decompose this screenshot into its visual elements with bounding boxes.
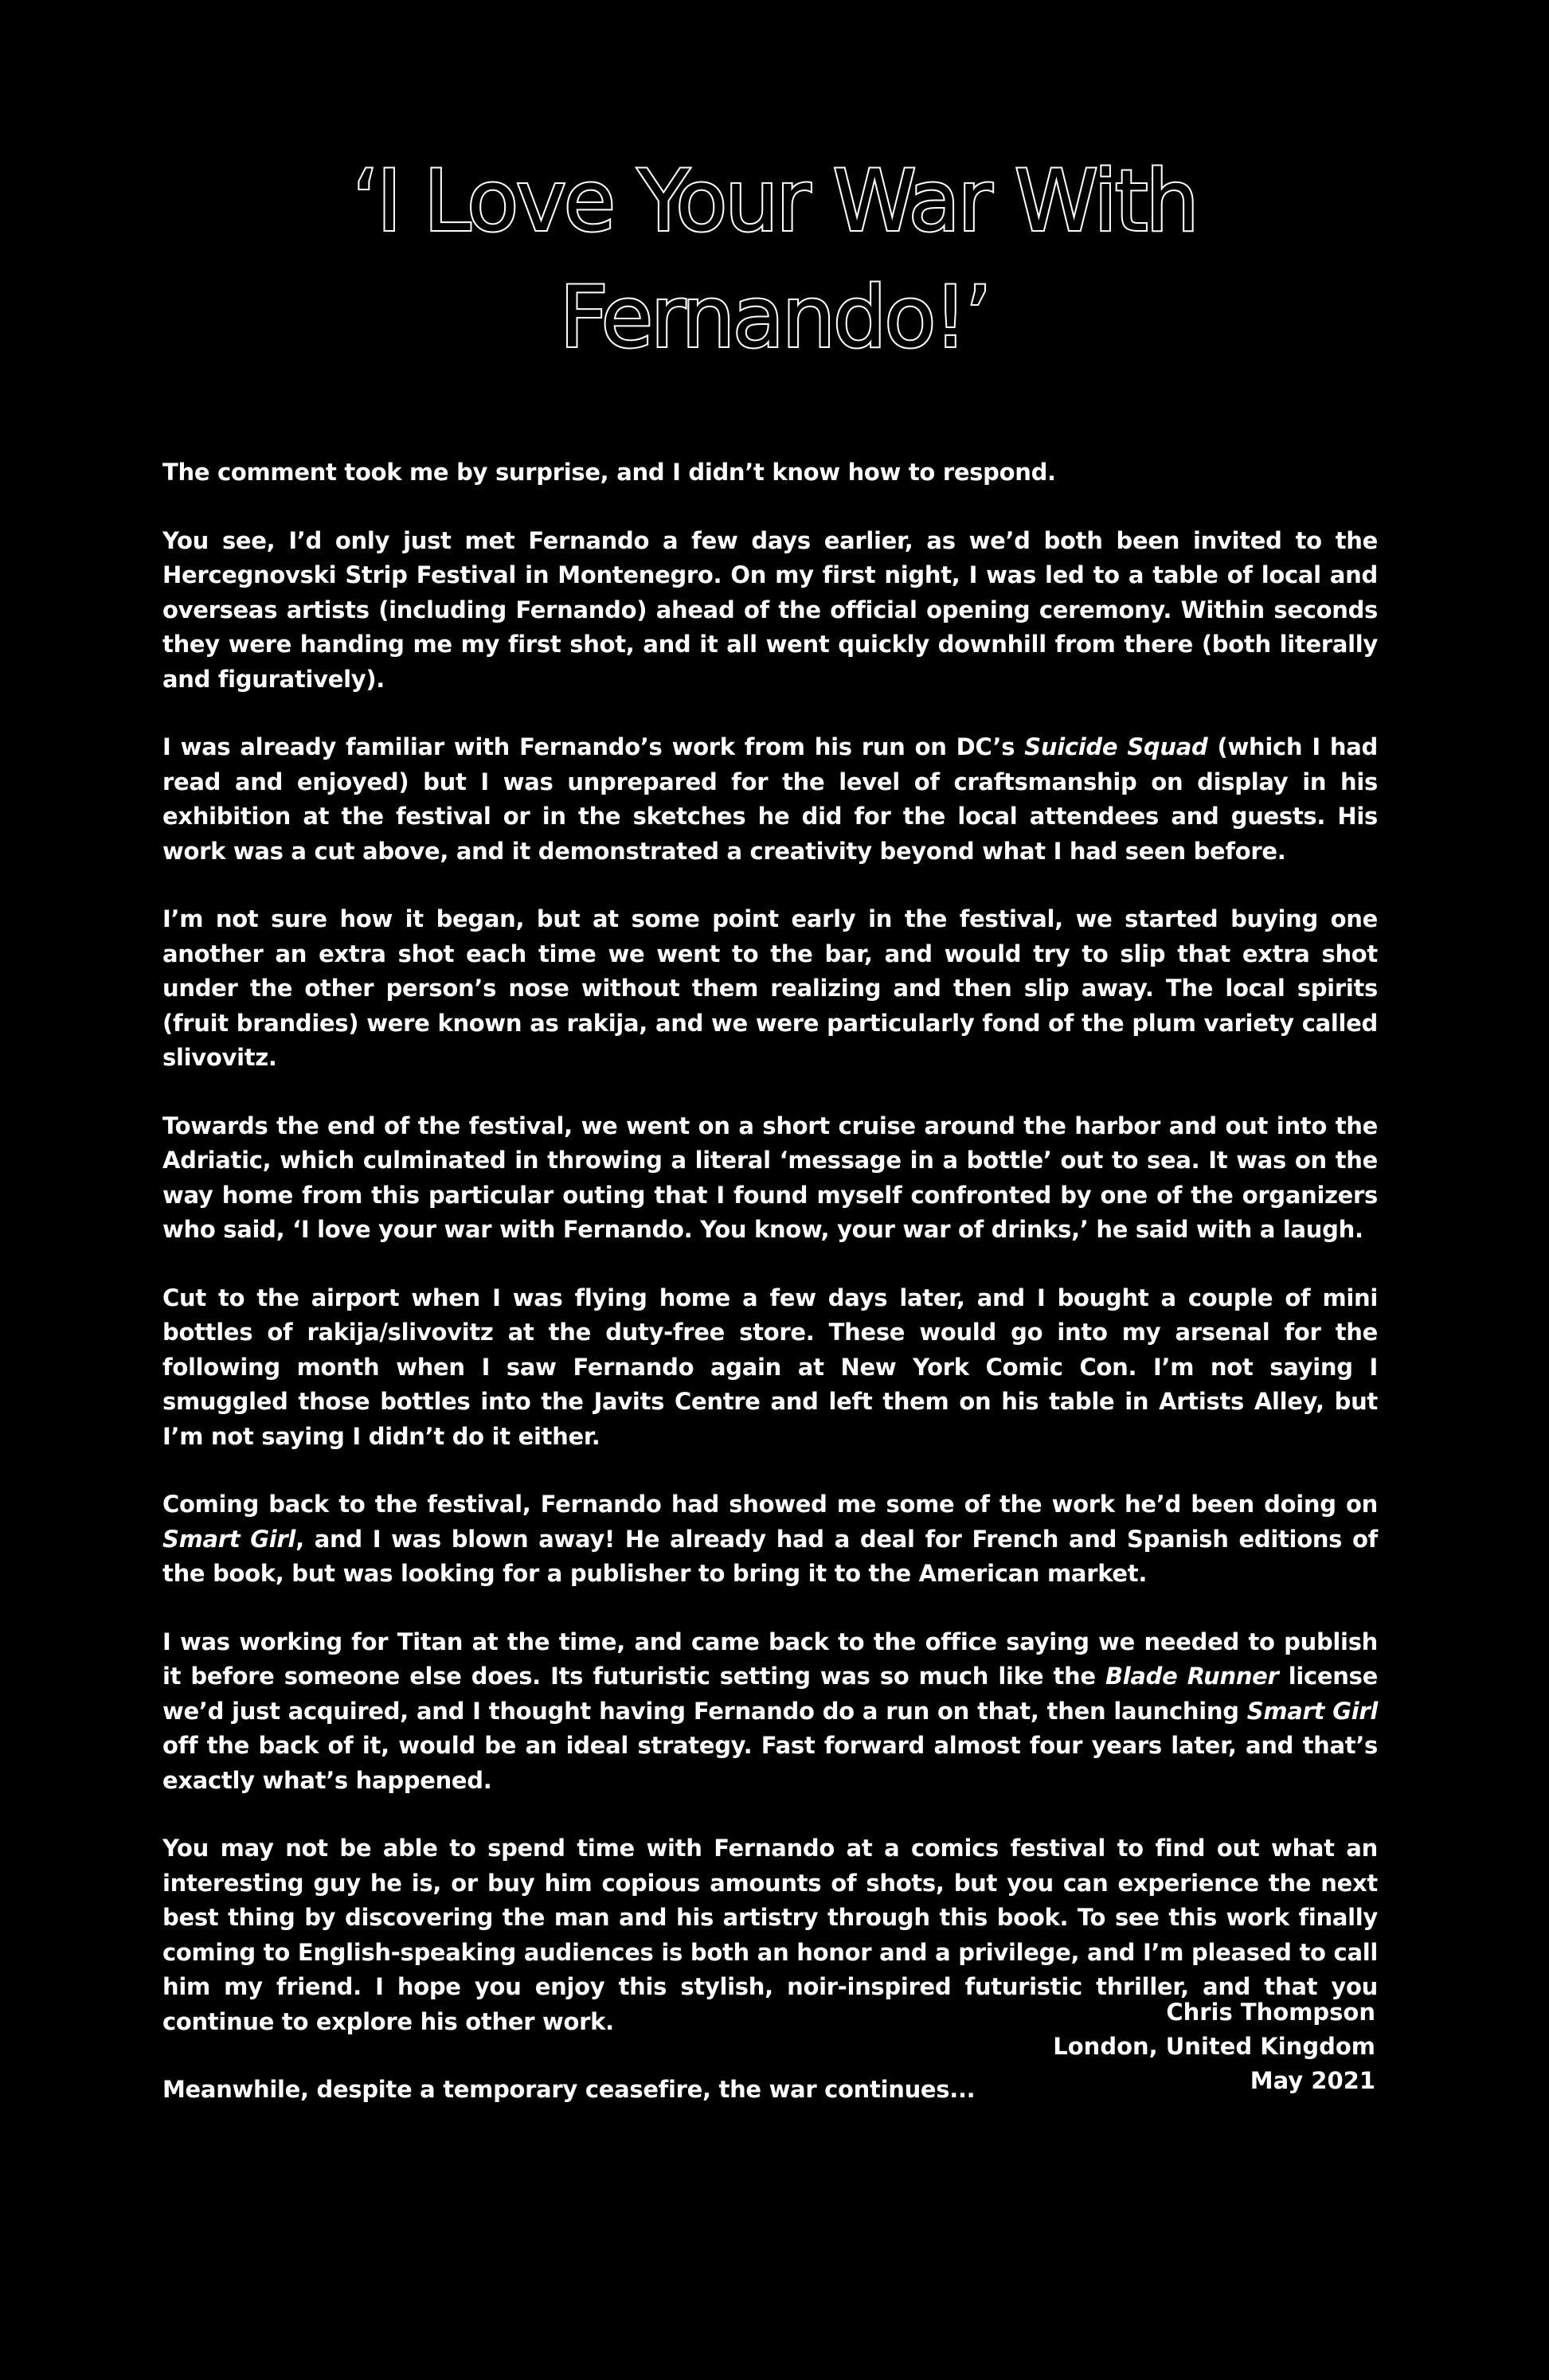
paragraph-text: You may not be able to spend time with Fernando at a comics festival to find out what an interesting guy he is, or buy him copious amounts of shots, but you can experience the next best thing by discovering the man and his artistry through this book. To see this work finally coming to English-speaking audiences is both an honor and a privilege, and I’m pleased to call him my friend. I hope you enjoy this stylish, noir-inspired futuristic thriller, and that you continue to explore his other work. (162, 1835, 1378, 2035)
paragraph-text: Towards the end of the festival, we went on a short cruise around the harbor and out into the Adriatic, which culminated in throwing a literal ‘message in a bottle’ out to sea. It was on the way home from this particular outing that I found myself confronted by one of the organizers who said, ‘I love your war with Fernando. You know, your war of drinks,’ he said with a laugh. (162, 1112, 1378, 1243)
paragraph (162, 455, 1378, 490)
paragraph-text: Coming back to the festival, Fernando had showed me some of the work he’d been doing on (162, 1491, 1378, 1518)
italic-title-text: Blade Runner (1105, 1663, 1279, 1690)
italic-title-text: Smart Girl (162, 1525, 296, 1553)
signature-block (1053, 1995, 1375, 2098)
signature-location: London, United Kingdom (1053, 2033, 1375, 2060)
paragraph (162, 1487, 1378, 1592)
paragraph (162, 902, 1378, 1076)
signature-date: May 2021 (1250, 2067, 1375, 2094)
italic-title-text: Smart Girl (1246, 1697, 1379, 1725)
paragraph-text: I was working for Titan at the time, and came back to the office saying we needed to publish it before someone else does. Its futuristic setting was so much like the (162, 1628, 1378, 1690)
signature-name: Chris Thompson (1166, 1999, 1375, 2026)
page-title (0, 143, 1549, 376)
paragraph-text: I’m not sure how it began, but at some point early in the festival, we started buying one another an extra shot each time we went to the bar, and would try to slip that extra shot under the other person’s nose without them realizing and then slip away. The local spirits (fruit brandies) were known as rakija, and we were particularly fond of the plum variety called slivovitz. (162, 905, 1378, 1071)
paragraph-text: , and I was blown away! He already had a deal for French and Spanish editions of the book, but was looking for a publisher to bring it to the American market. (162, 1525, 1378, 1587)
italic-title-text: Suicide Squad (1024, 733, 1208, 760)
paragraph-text: license we’d just acquired, and I thought having Fernando do a run on that, then launching (162, 1663, 1378, 1725)
title-line-2: Fernando!’ (559, 268, 990, 366)
paragraph (162, 1625, 1378, 1799)
paragraph-text: Cut to the airport when I was flying home a few days later, and I bought a couple of mini bottles of rakija/slivovitz at the duty-free store. These would go into my arsenal for the following month when I saw Fernando again at New York Comic Con. I’m not saying I smuggled those bottles into the Javits Centre and left them on his table in Artists Alley, but I’m not saying I didn’t do it either. (162, 1284, 1378, 1450)
paragraph-text: (which I had read and enjoyed) but I was unprepared for the level of craftsmanship on display in his exhibition at the festival or in the sketches he did for the local attendees and guests. His work was a cut above, and it demonstrated a creativity beyond what I had seen before. (162, 733, 1378, 865)
paragraph-text: You see, I’d only just met Fernando a few days earlier, as we’d both been invited to the Hercegnovski Strip Festival in Montenegro. On my first night, I was led to a table of local and overseas artists (including Fernando) ahead of the official opening ceremony. Within seconds they were handing me my first shot, and it all went quickly downhill from there (both literally and figuratively). (162, 526, 1378, 693)
title-line-1: ‘I Love Your War With (352, 152, 1197, 250)
paragraph (162, 524, 1378, 698)
paragraph-text: The comment took me by surprise, and I didn’t know how to respond. (162, 459, 1056, 486)
paragraph-text: off the back of it, would be an ideal strategy. Fast forward almost four years later, and that’s exactly what’s happened. (162, 1732, 1378, 1794)
paragraph (162, 1281, 1378, 1455)
paragraph (162, 1109, 1378, 1248)
paragraph-text: Meanwhile, despite a temporary ceasefire, the war continues... (162, 2076, 976, 2103)
paragraph (162, 730, 1378, 869)
paragraph-text: I was already familiar with Fernando’s work from his run on DC’s (162, 733, 1025, 760)
article-body (162, 455, 1378, 2141)
